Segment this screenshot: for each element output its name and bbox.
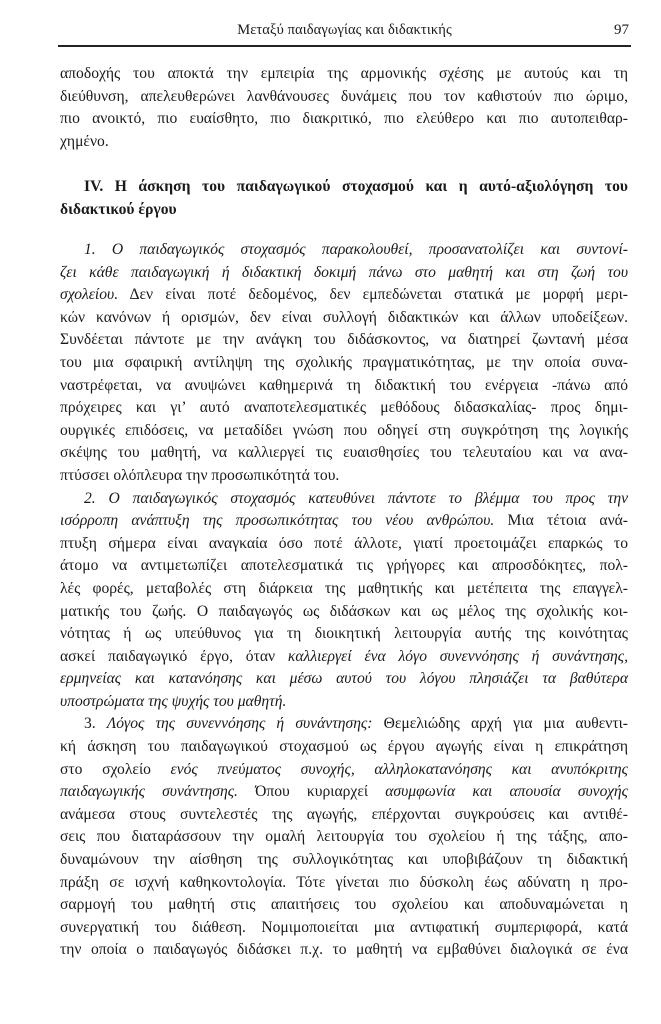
text-segment: συνεργατική του διάθεση. Νομιμοποιείται μια αντιφατική συμπεριφορά, κατά xyxy=(60,918,628,936)
intro-paragraph xyxy=(60,63,628,153)
italic-text: καλλιεργεί ένα λόγο συνεννόησης ή συνάντησης, xyxy=(287,647,629,665)
text-segment: ματικής του ζωής. Ο παιδαγωγός ως διδάσκων και ως μέλος της σχολικής κοι- xyxy=(60,602,628,620)
text-line xyxy=(60,939,628,962)
text-segment: Δεν είναι ποτέ δεδομένος, δεν εμπεδώνεται στατικά με μορφή μερι- xyxy=(118,286,628,304)
text-line xyxy=(60,284,628,307)
text-line xyxy=(60,736,628,759)
page-number: 97 xyxy=(614,22,629,38)
text-segment: πράξη σε ισχνή καθηκοντολογία. Τότε γίνεται πιο δύσκολη έως αδύνατη η προ- xyxy=(60,873,628,891)
section-heading-line: διδακτικού έργου xyxy=(60,200,177,218)
text-segment: νότητας ή ως υπεύθυνος για τη διοικητική λειτουργία αυτής της κοινότητας xyxy=(60,625,628,643)
text-line xyxy=(60,262,628,285)
text-line xyxy=(60,894,628,917)
text-line xyxy=(60,781,628,804)
text-line xyxy=(60,307,628,330)
text-segment: ασκεί παιδαγωγικό έργο, όταν xyxy=(60,647,288,665)
italic-text: 2. Ο παιδαγωγικός στοχασμός κατευθύνει πάντοτε το βλέμμα του προς την xyxy=(84,489,628,507)
text-segment: δυναμώνουν την αίσθηση της συλλογικότητας και υποβιβάζουν τη διδακτική xyxy=(60,851,628,869)
text-line xyxy=(60,420,628,443)
text-line xyxy=(60,578,628,601)
italic-text: ζει κάθε παιδαγωγική ή διδακτική δοκιμή πάνω στο μαθητή και στη ζωή του xyxy=(60,263,628,281)
section-heading xyxy=(60,176,628,221)
italic-text: ισόρροπη ανάπτυξη της προσωπικότητας του νέου ανθρώπου. xyxy=(60,512,495,530)
text-line xyxy=(60,239,628,262)
running-title: Μεταξύ παιδαγωγίας και διδακτικής xyxy=(237,22,452,38)
text-segment: λές φορές, μεταβολές στη διάρκεια της μαθητικής και μετέπειτα της επαγγελ- xyxy=(60,579,628,597)
text-segment: άτομο να αντιμετωπίζει αποτελεσματικά τις γρήγορες και απροσδόκητες, πολ- xyxy=(60,557,628,575)
text-line xyxy=(60,533,628,556)
text-segment: 3. xyxy=(84,715,107,733)
text-line xyxy=(60,623,628,646)
text-segment: σαρμογή του μαθητή στις απαιτήσεις του σχολείου και αποδυναμώνεται η xyxy=(60,896,628,914)
text-segment: την οποία ο παιδαγωγός διδάσκει π.χ. το μαθητή να εμβαθύνει διαλογικά σε ένα xyxy=(60,941,628,959)
text-line xyxy=(60,329,628,352)
italic-text: παιδαγωγικής συνάντησης. xyxy=(60,783,238,801)
text-line xyxy=(60,917,628,940)
text-segment: στο σχολείο xyxy=(60,760,171,778)
italic-text: ερμηνείας και κατανόησης και μέσω αυτού του λόγου πλησιάζει τα βαθύτερα xyxy=(60,670,628,688)
text-segment: Όπου κυριαρχεί xyxy=(237,783,386,801)
text-line xyxy=(60,352,628,375)
text-line xyxy=(60,668,628,691)
text-segment: σεις που διαταράσσουν την ομαλή λειτουργία του σχολείου ή της τάξης, απο- xyxy=(60,828,628,846)
text-line xyxy=(60,849,628,872)
text-segment: του μια σφαιρική αντίληψη της σχολικής πραγματικότητας, με την οποία συνα- xyxy=(60,353,628,371)
text-segment: ουργικές επιδόσεις, να μεταδίδει γνώση που οδηγεί στη συγκρότηση της λογικής xyxy=(60,421,628,439)
text-line: αποδοχής του αποκτά την εμπειρία της αρμονικής σχέσης με αυτούς και τη xyxy=(60,65,628,82)
text-line xyxy=(60,555,628,578)
text-segment: ναστρέφεται, να ανυψώνει καθημερινά τη διδακτική του ενέργεια -πάνω από xyxy=(60,376,628,394)
italic-text: ασυμφωνία και απουσία συνοχής xyxy=(385,783,628,801)
text-segment: Θεμελιώδης αρχή για μια αυθεντι- xyxy=(372,715,629,733)
italic-text: Λόγος της συνεννόησης ή συνάντησης: xyxy=(106,715,373,733)
italic-text: 1. Ο παιδαγωγικός στοχασμός παρακολουθεί, προσανατολίζει και συντονί- xyxy=(84,241,628,258)
text-line xyxy=(60,601,628,624)
text-line xyxy=(60,510,628,533)
text-line xyxy=(60,375,628,398)
page-header xyxy=(58,22,631,44)
text-segment: κών κανόνων ή ορισμών, δεν είναι συλλογή διδακτικών και άλλων υποδείξεων. xyxy=(60,308,628,326)
text-line xyxy=(60,826,628,849)
text-segment: σκέψης του μαθητή, να καλλιεργεί τις ευαισθησίες του τελευταίου και να ανα- xyxy=(60,444,628,462)
text-line: διεύθυνση, απελευθερώνει λανθάνουσες δυνάμεις που τον καθιστούν πιο ώριμο, xyxy=(60,87,628,105)
text-line: πιο ανοικτό, πιο ευαίσθητο, πιο διακριτικό, πιο ελεύθερο και πιο αυτοπειθαρ- xyxy=(60,110,628,128)
text-segment: Μια τέτοια ανά- xyxy=(494,512,628,530)
text-line xyxy=(60,442,628,465)
text-line xyxy=(60,759,628,782)
text-line xyxy=(60,646,628,669)
section-heading-line: IV. Η άσκηση του παιδαγωγικού στοχασμού και η αυτό-αξιολόγηση του xyxy=(84,178,628,195)
text-segment: πρόχειρες και γι’ αυτό αναποτελεσματικές μεθόδους διδασκαλίας- προς δημι- xyxy=(60,399,628,417)
main-text xyxy=(60,239,628,962)
italic-text: ενός πνεύματος συνοχής, αλληλοκατανόησης και ανυπόκριτης xyxy=(170,760,628,778)
text-segment: Συνδέεται πάντοτε με την ανάγκη του διδάσκοντος, να διατηρεί ζωντανή μέσα xyxy=(60,331,628,349)
text-segment: ανάμεσα στους συντελεστές της αγωγής, επέρχονται συγκρούσεις και αντιθέ- xyxy=(60,805,628,823)
text-line xyxy=(60,691,628,714)
text-segment: πτύσσει ολόπλευρα την προσωπικότητά του. xyxy=(60,466,340,484)
text-line xyxy=(60,488,628,511)
italic-text: υποστρώματα της ψυχής του μαθητή. xyxy=(60,692,287,710)
text-line xyxy=(60,713,628,736)
text-line xyxy=(60,872,628,895)
text-line xyxy=(60,804,628,827)
text-line xyxy=(60,397,628,420)
text-line: χημένο. xyxy=(60,132,109,150)
text-segment: κή άσκηση του παιδαγωγικού στοχασμού ως έργου αγωγής είναι η επικράτηση xyxy=(60,738,628,756)
text-segment: πτυξη σήμερα είναι αναγκαία όσο ποτέ άλλοτε, γιατί προετοιμάζει επαρκώς το xyxy=(60,534,628,552)
italic-text: σχολείου. xyxy=(60,286,119,304)
text-line xyxy=(60,465,628,488)
header-rule xyxy=(58,45,631,47)
